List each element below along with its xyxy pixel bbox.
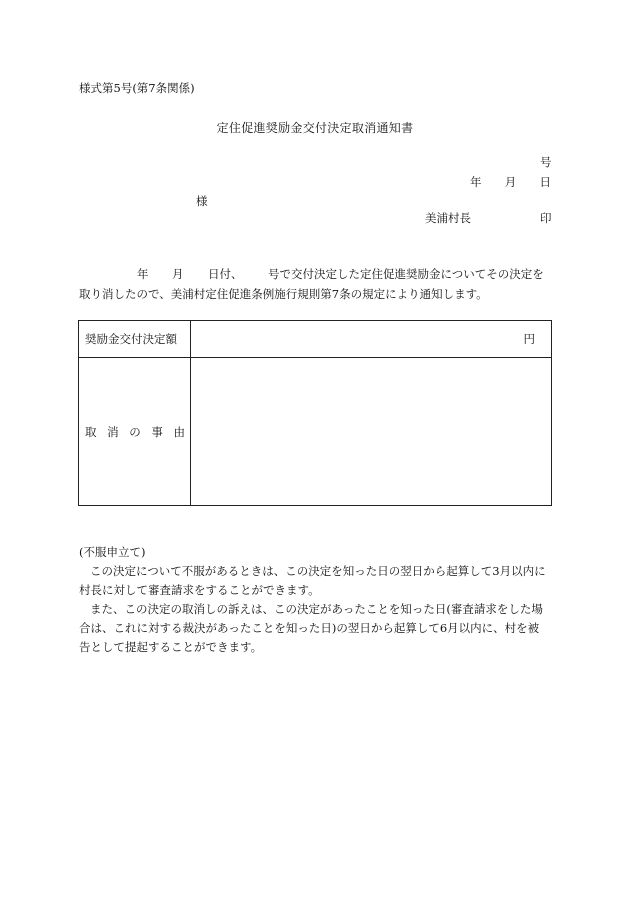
seal-mark: 印 — [540, 211, 552, 225]
appeal-paragraph-2-line-3: 告として提起することができます。 — [79, 640, 263, 654]
form-number: 様式第5号(第7条関係) — [79, 81, 195, 95]
details-table — [78, 320, 552, 506]
date-day-label: 日 — [539, 175, 551, 189]
reason-label-char: の — [129, 425, 141, 439]
amount-unit: 円 — [523, 332, 535, 346]
issue-date — [470, 177, 551, 189]
appeal-notice — [79, 546, 555, 660]
reason-label-char: 消 — [107, 425, 119, 439]
appeal-paragraph-2-line-2: 合は、これに対する裁決があったことを知った日)の翌日から起算して6月以内に、村を被 — [79, 621, 540, 635]
amount-label: 奨励金交付決定額 — [85, 332, 177, 346]
ref-year-label: 年 — [137, 267, 149, 281]
notice-body — [79, 268, 552, 308]
notice-body-line-2: 取り消したので、美浦村定住促進条例施行規則第7条の規定により通知します。 — [79, 287, 488, 301]
appeal-paragraph-1-line-1: この決定について不服があるときは、この決定を知った日の翌日から起算して3月以内に — [90, 564, 546, 578]
document-number-suffix: 号 — [540, 155, 552, 169]
ref-month-label: 月 — [172, 267, 184, 281]
date-year-label: 年 — [470, 175, 482, 189]
addressee-suffix: 様 — [196, 194, 208, 208]
appeal-heading: (不服申立て) — [79, 545, 146, 559]
reason-label-char: 取 — [85, 425, 97, 439]
reason-label-char: 事 — [151, 425, 163, 439]
notice-body-text-1: 号で交付決定した定住促進奨励金についてその決定を — [268, 267, 544, 281]
ref-day-label: 日付、 — [208, 267, 243, 281]
appeal-paragraph-2-line-1: また、この決定の取消しの訴えは、この決定があったことを知った日(審査請求をした場 — [90, 602, 543, 616]
appeal-paragraph-1-line-2: 村長に対して審査請求をすることができます。 — [79, 583, 320, 597]
table-row-divider — [79, 357, 551, 358]
issuer-name: 美浦村長 — [425, 211, 471, 225]
reason-label — [85, 427, 185, 439]
reason-label-char: 由 — [173, 425, 185, 439]
document-title: 定住促進奨励金交付決定取消通知書 — [216, 121, 414, 135]
table-column-divider — [190, 321, 191, 505]
date-month-label: 月 — [504, 175, 517, 189]
notice-body-line-1 — [79, 268, 552, 288]
